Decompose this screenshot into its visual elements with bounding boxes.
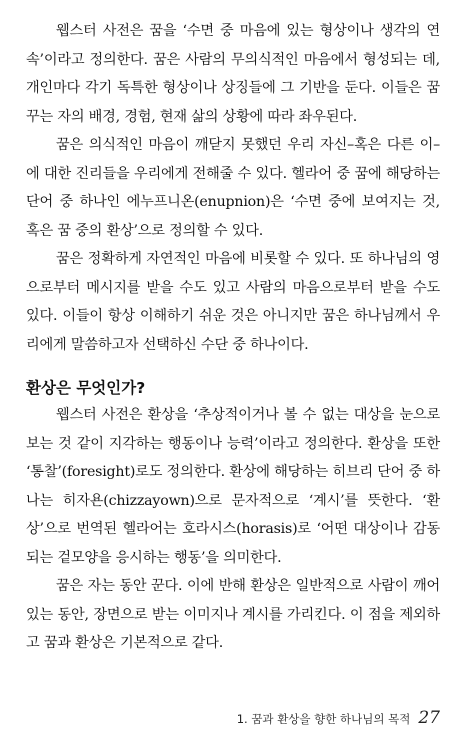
vision-body (26, 401, 440, 658)
running-head: 1. 꿈과 환상을 향한 하나님의 목적 (236, 712, 411, 726)
vision-section (26, 378, 440, 398)
page-footer (237, 708, 440, 728)
paragraph-dream-truths: 꿈은 의식적인 마음이 깨닫지 못했던 우리 자신–혹은 다른 이–에 대한 진리들을 우리에게 전해줄 수 있다. 헬라어 중 꿈에 해당하는 단어 중 하나인 에누프니온(enupnion)은 ‘수면 중에 보여지는 것, 혹은 꿈 중의 환상’으로 정의할 수 있다. (26, 137, 440, 239)
paragraph-dream-definition: 웹스터 사전은 꿈을 ‘수면 중 마음에 있는 형상이나 생각의 연속’이라고 정의한다. 꿈은 사람의 무의식적인 마음에서 형성되는 데, 개인마다 각기 독특한 형상이나 상징들에 그 기반을 둔다. 이들은 꿈꾸는 자의 배경, 경험, 현재 삶의 상황에 따라 좌우된다. (26, 23, 440, 125)
dream-section (26, 17, 440, 359)
paragraph-dream-source: 꿈은 정확하게 자연적인 마음에 비롯할 수 있다. 또 하나님의 영으로부터 메시지를 받을 수도 있고 사람의 마음으로부터 받을 수도 있다. 이들이 항상 이해하기 쉬운 것은 아니지만 꿈은 하나님께서 우리에게 말씀하고자 선택하신 수단 중 하나이다. (26, 251, 440, 353)
paragraph-dream-vs-vision: 꿈은 자는 동안 꾼다. 이에 반해 환상은 일반적으로 사람이 깨어있는 동안, 장면으로 받는 이미지나 계시를 가리킨다. 이 점을 제외하고 꿈과 환상은 기본적으로 같다. (26, 578, 440, 651)
paragraph-vision-definition: 웹스터 사전은 환상을 ‘추상적이거나 볼 수 없는 대상을 눈으로 보는 것 같이 지각하는 행동이나 능력’이라고 정의한다. 환상을 또한 ‘통찰’(foresight)로도 정의한다. 환상에 해당하는 히브리 단어 중 하나는 히자욘(chizzayown)으로 문자적으로 ‘계시’를 뜻한다. ‘환상’으로 번역된 헬라어는 호라시스(horasis)로 ‘어떤 대상이나 감동되는 겉모양을 응시하는 행동’을 의미한다. (26, 407, 440, 566)
section-heading: 환상은 무엇인가? (26, 379, 146, 397)
page-number: 27 (418, 708, 440, 728)
